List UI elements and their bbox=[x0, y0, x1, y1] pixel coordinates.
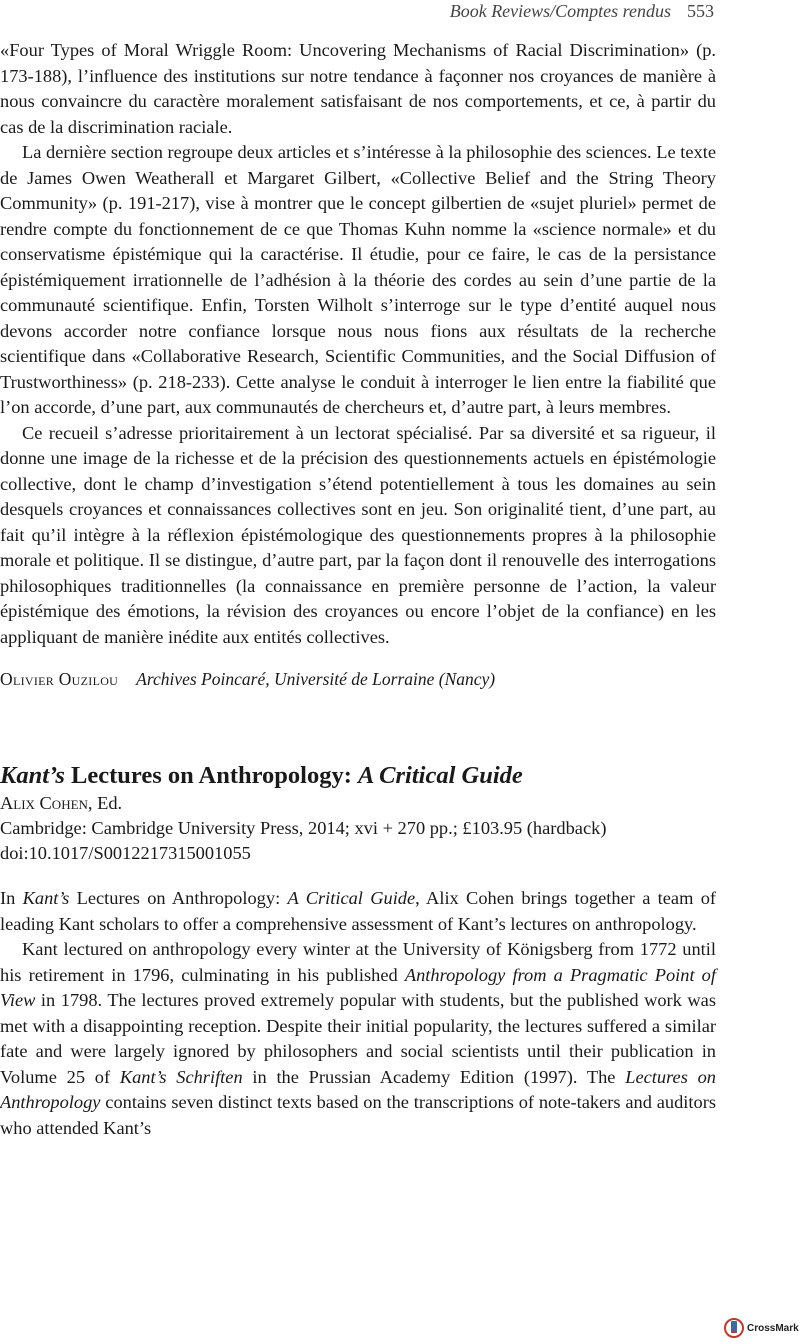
text-run-italic: Lectures on Anthropology bbox=[0, 1066, 717, 1112]
paragraph-3: Ce recueil s’adresse prioritairement à un lectorat spécialisé. Par sa diversité et sa rigueur, il donne une image de la richesse et de la précision des questionnements actuels en épistémologie collective, dont le champ d’investigation s’étend potentiellement à tous les domaines au sein desquels croyances et connaissances collectives sont en jeu. Son originalité tient, d’une part, au fait qu’il intègre à la réflexion épistémologique des questionnements propres à la philosophie morale et politique. Il se distingue, d’autre part, par la façon dont il renouvelle des interrogations philosophiques traditionnelles (la connaissance en première personne de l’action, la valeur épistémique des émotions, la révision des croyances ou encore l’objet de la confiance) en les appliquant de manière inédite aux entités collectives. bbox=[0, 422, 716, 647]
editor-role: , Ed. bbox=[87, 793, 123, 813]
book-metadata bbox=[0, 791, 716, 866]
reviewer-affiliation: Archives Poincaré, Université de Lorraine (Nancy) bbox=[136, 669, 496, 689]
title-part-lectures: Lectures on Anthropology: bbox=[64, 762, 359, 789]
running-head bbox=[450, 0, 714, 22]
review-body bbox=[0, 886, 716, 1141]
doi-line: doi:10.1017/S0012217315001055 bbox=[0, 843, 251, 863]
text-run: in 1798. The lectures proved extremely popular with students, but the published work was met with a disappointing reception. Despite their initial popularity, the lectures suffered a similar fate and were largely ignored by philosophers and social scientists until their publication in Volume 25 of bbox=[0, 990, 716, 1087]
reviewer-name: Olivier Ouzilou bbox=[0, 669, 119, 689]
running-head-title: Book Reviews/Comptes rendus bbox=[449, 1, 671, 21]
title-part-kant: Kant’s bbox=[0, 762, 65, 789]
publication-line: Cambridge: Cambridge University Press, 2014; xvi + 270 pp.; £103.95 (hardback) bbox=[0, 818, 607, 838]
text-run: Lectures on Anthropology: bbox=[69, 888, 288, 908]
paragraph-1: «Four Types of Moral Wriggle Room: Uncovering Mechanisms of Racial Discrimination» (p. 173-188), l’influence des institutions sur notre tendance à façonner nos croyances de manière à nous convaincre du caractère moralement satisfaisant de nos comportements, et ce, à partir du cas de la discrimination raciale. bbox=[0, 40, 716, 137]
paragraph-2: La dernière section regroupe deux articles et s’intéresse à la philosophie des sciences. Le texte de James Owen Weatherall et Margaret Gilbert, «Collective Belief and the String Theory Community» (p. 191-217), vise à montrer que le concept gilbertien de «sujet pluriel» permet de rendre compte du fonctionnement de ce que Thomas Kuhn nomme la «science normale» et du conservatisme épistémique qui la caractérise. Il étudie, pour ce faire, le cas de la persistance épistémiquement irrationnelle de l’adhésion à la théorie des cordes au sein d’une partie de la communauté scientifique. Enfin, Torsten Wilholt s’interroge sur le type d’entité auquel nous devons accorder notre confiance lorsque nous nous fions aux résultats de la recherche scientifique dans «Collaborative Research, Scientific Communities, and the Social Diffusion of Trustworthiness» (p. 218-233). Cette analyse le conduit à interroger le lien entre la fiabilité que l’on accorde, d’une part, aux communautés de chercheurs et, d’autre part, à leurs membres. bbox=[0, 142, 716, 417]
title-part-guide: A Critical Guide bbox=[358, 762, 523, 789]
text-run-italic: Kant’s bbox=[22, 888, 70, 908]
text-run-italic: A Critical Guide bbox=[287, 888, 416, 908]
editor-line bbox=[0, 791, 716, 816]
text-run: In bbox=[0, 888, 23, 908]
text-run-italic: Kant’s Schriften bbox=[119, 1066, 243, 1087]
page-number: 553 bbox=[687, 1, 714, 21]
editor-name: Alix Cohen bbox=[0, 793, 88, 813]
crossmark-icon bbox=[724, 1316, 744, 1340]
text-run: , Alix Cohen brings together a team of leading Kant scholars to offer a comprehensive assessment of Kant’s lectures on anthropology. bbox=[0, 888, 717, 934]
text-run: in the Prussian Academy Edition (1997). The bbox=[242, 1066, 626, 1087]
crossmark-label: CrossMark bbox=[747, 1322, 799, 1334]
review-paragraph-2 bbox=[0, 937, 716, 1141]
text-run-italic: Anthropology from a Pragmatic Point of View bbox=[0, 964, 716, 1010]
text-run: contains seven distinct texts based on the transcriptions of note-takers and auditors who attended Kant’s bbox=[0, 1092, 716, 1138]
review-signature bbox=[0, 667, 716, 691]
review-paragraph-1 bbox=[0, 886, 716, 937]
review-book-title bbox=[0, 761, 716, 791]
page-content bbox=[0, 38, 716, 1141]
crossmark-badge[interactable] bbox=[724, 1316, 799, 1340]
text-run: Kant lectured on anthropology every winter at the University of Königsberg from 1772 until his retirement in 1796, culminating in his published bbox=[0, 939, 716, 985]
